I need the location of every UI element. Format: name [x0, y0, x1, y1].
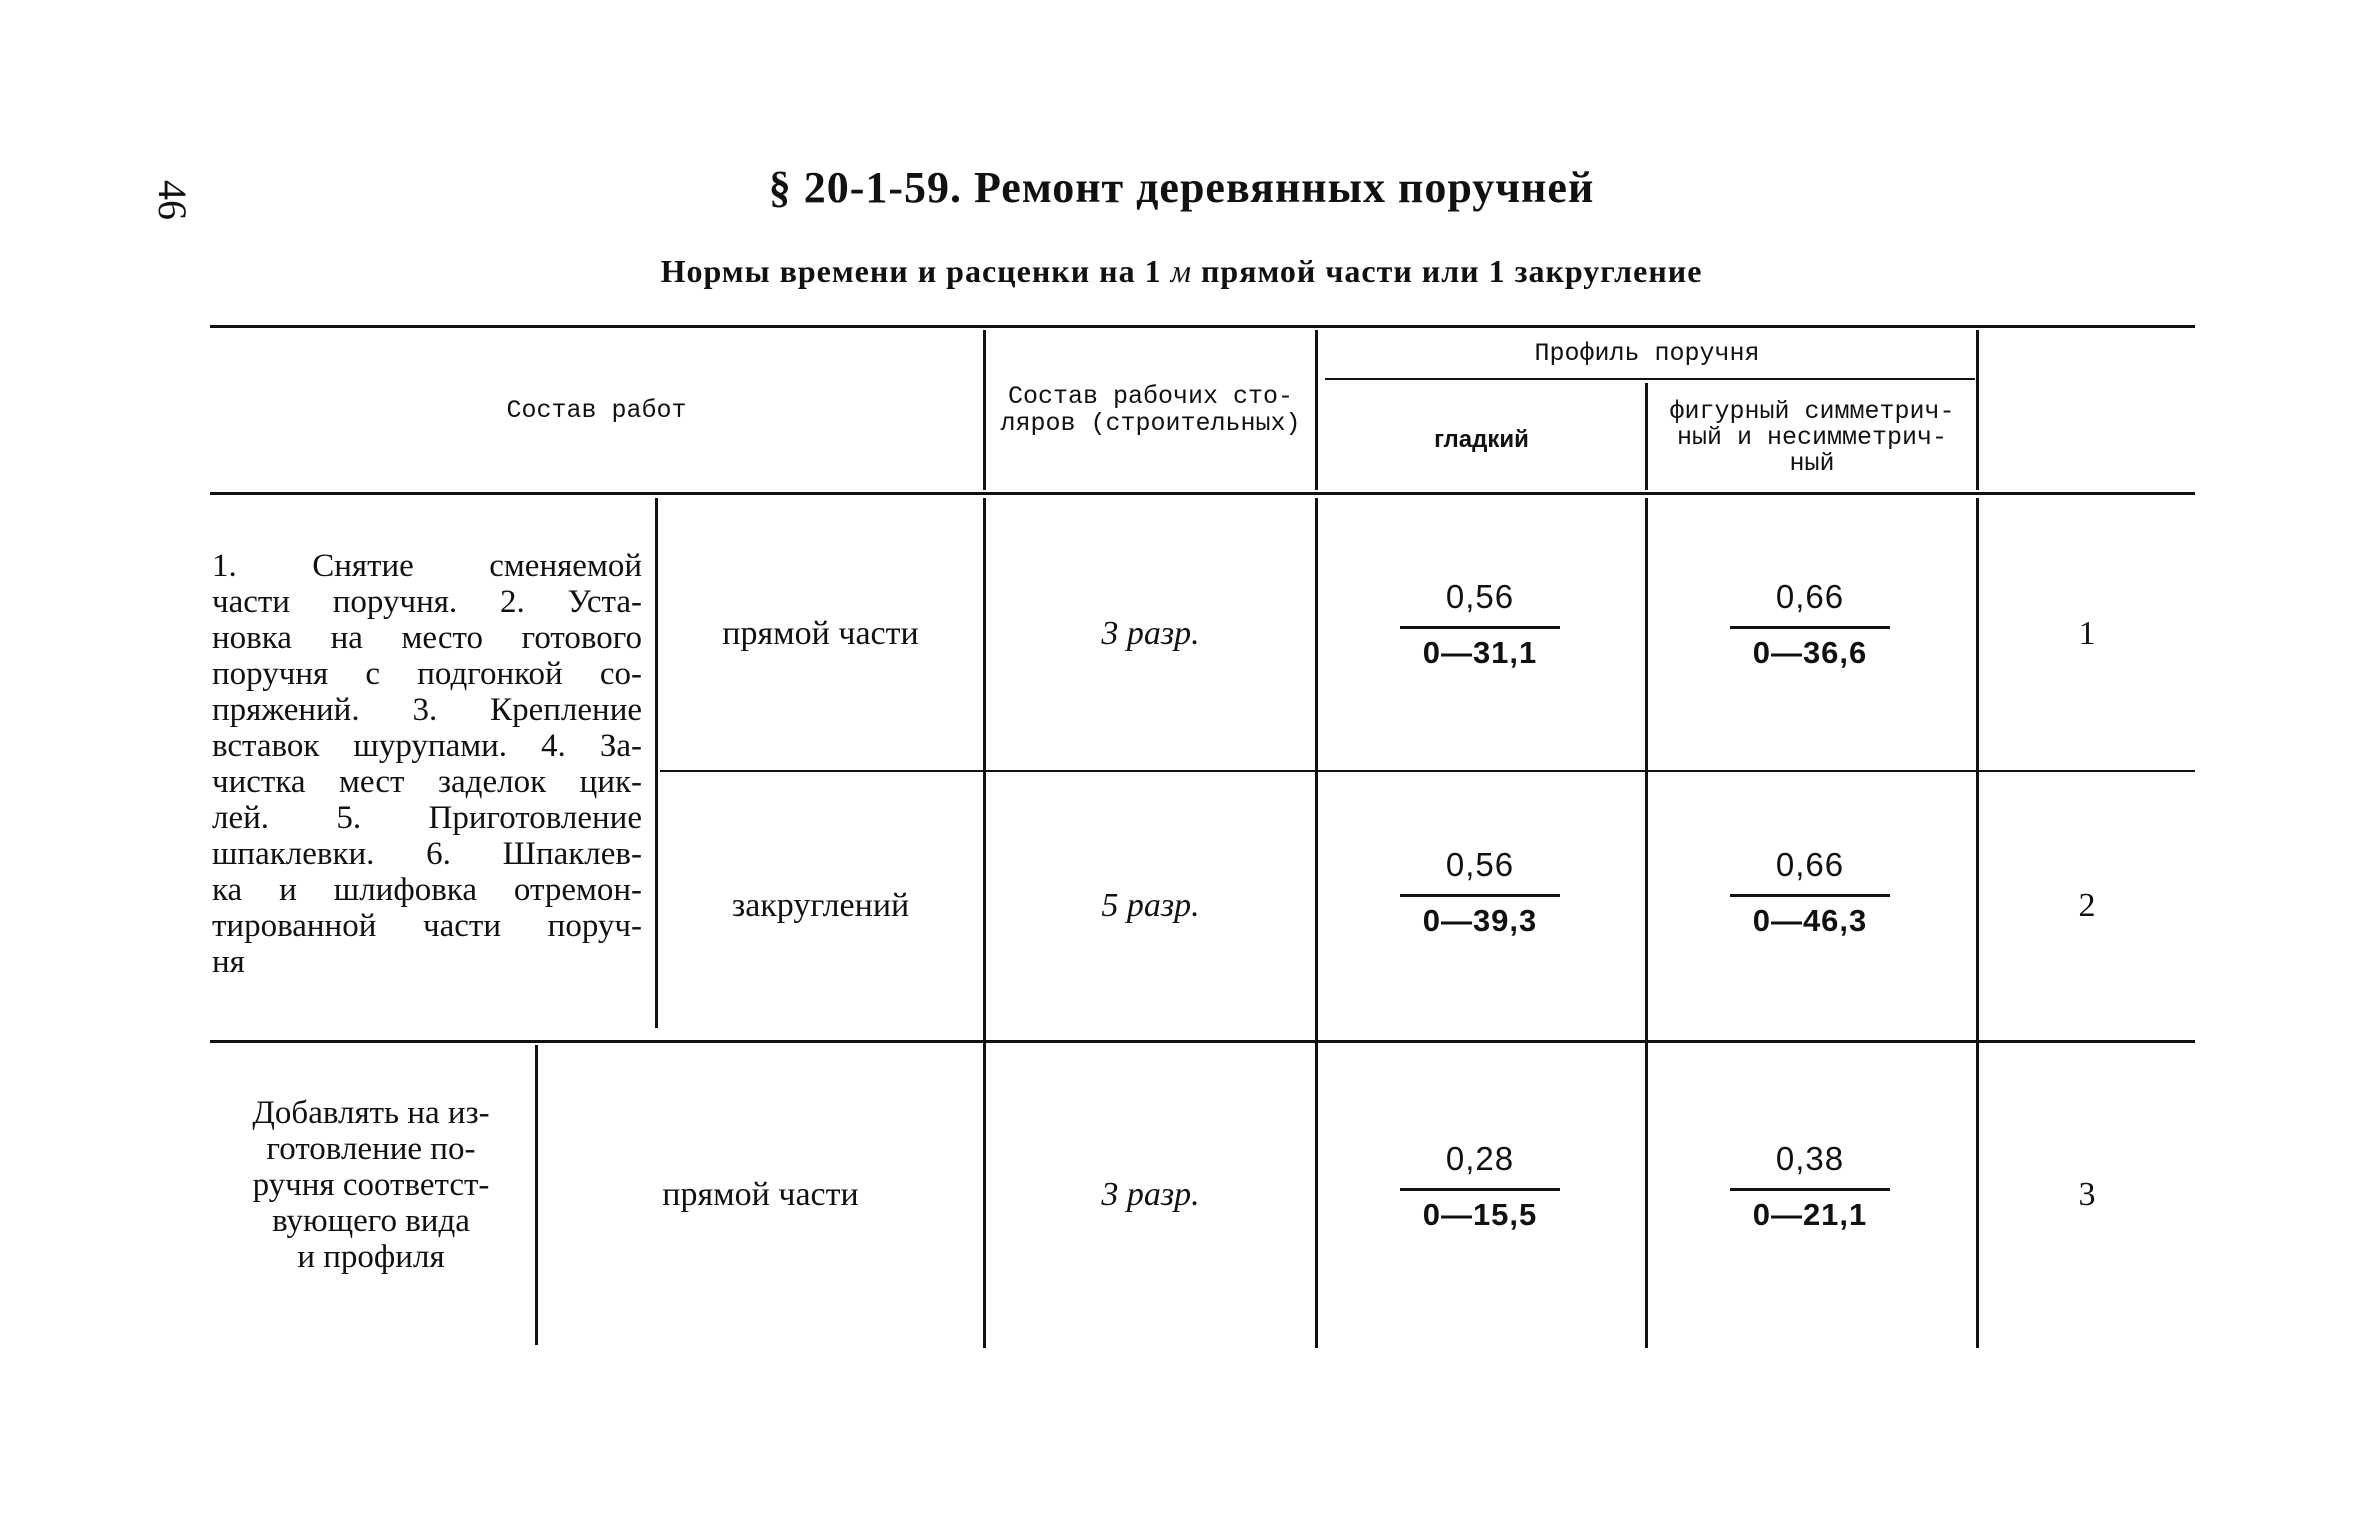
desc-line: пряжений. 3. Крепление	[212, 692, 642, 728]
subtitle-unit: м	[1170, 253, 1192, 289]
fraction-bar	[1730, 894, 1890, 897]
row3-smooth-price: 0—15,5	[1422, 1197, 1538, 1232]
row1-figured-norm: 0,66	[1775, 578, 1845, 615]
fraction-bar	[1400, 894, 1560, 897]
col-line-figured-right	[1976, 330, 1979, 490]
header-profile: Профиль поручня	[1534, 338, 1760, 368]
row2-number: 2	[2078, 886, 2096, 924]
row3-figured-norm: 0,38	[1775, 1140, 1845, 1177]
header-workers-line1: Состав рабочих сто-	[1007, 382, 1294, 411]
row3-smooth-norm: 0,28	[1445, 1140, 1515, 1177]
row2-smooth-price: 0—39,3	[1422, 903, 1538, 938]
header-smooth: гладкий	[1434, 426, 1529, 453]
row3-smooth-fraction	[1400, 1140, 1560, 1233]
header-workers-line2: ляров (строительных)	[1000, 409, 1301, 438]
row3-grade: 3 разр.	[1101, 1176, 1200, 1213]
row2-smooth-fraction	[1400, 846, 1560, 939]
row1-kind: прямой части	[722, 615, 919, 652]
row2-grade: 5 разр.	[1101, 886, 1200, 924]
desc-line: шпаклевки. 6. Шпаклев-	[212, 836, 642, 872]
row3-figured-fraction	[1730, 1140, 1890, 1233]
row1-figured-fraction	[1730, 578, 1890, 671]
fraction-bar	[1730, 626, 1890, 629]
header-figured-line2: ный и несимметрич-	[1676, 423, 1948, 452]
row3-number: 3	[2078, 1176, 2096, 1213]
row3-figured-price: 0—21,1	[1752, 1197, 1868, 1232]
desc-line: вставок шурупами. 4. За-	[212, 728, 642, 764]
desc-line: поручня с подгонкой со-	[212, 656, 642, 692]
desc-line: вующего вида	[272, 1203, 470, 1239]
header-figured-line3: ный	[1789, 449, 1835, 478]
page-number: 46	[150, 180, 196, 220]
desc-line: ня	[212, 944, 245, 980]
desc-line: чистка мест заделок цик-	[212, 764, 642, 800]
row1-smooth-norm: 0,56	[1445, 578, 1515, 615]
col-line-profile-left-body	[1315, 498, 1318, 1348]
desc-line: ка и шлифовка отремон-	[212, 872, 642, 908]
row2-figured-price: 0—46,3	[1752, 903, 1868, 938]
subtitle-part1: Нормы времени и расценки на 1	[660, 253, 1162, 289]
profile-header-rule	[1325, 378, 1975, 380]
row-divider-rule	[660, 770, 2195, 772]
section2-description	[210, 1085, 532, 1285]
fraction-bar	[1400, 1188, 1560, 1191]
desc-line: новка на место готового	[212, 620, 642, 656]
row2-figured-norm: 0,66	[1775, 846, 1845, 883]
section1-description	[212, 548, 642, 980]
subtitle-part2: прямой части или 1 закругление	[1200, 253, 1703, 289]
table-top-rule	[210, 325, 2195, 328]
row1-smooth-fraction	[1400, 578, 1560, 671]
row1-number: 1	[2078, 615, 2096, 652]
desc-line: Добавлять на из-	[252, 1095, 490, 1131]
header-workers	[986, 330, 1315, 490]
fraction-bar	[1400, 626, 1560, 629]
desc-line: лей. 5. Приготовление	[212, 800, 642, 836]
col-line-smooth-right-body	[1645, 498, 1648, 1348]
row1-grade: 3 разр.	[1101, 615, 1200, 652]
row2-figured-fraction	[1730, 846, 1890, 939]
section-title: § 20-1-59. Ремонт деревянных поручней	[768, 163, 1595, 212]
table-subtitle	[0, 253, 2363, 290]
desc-line: 1. Снятие сменяемой	[212, 548, 642, 584]
desc-line: части поручня. 2. Уста-	[212, 584, 642, 620]
section-divider-rule	[210, 1040, 2195, 1043]
desc-line: готовление по-	[266, 1131, 476, 1167]
row1-smooth-price: 0—31,1	[1422, 635, 1538, 670]
header-bottom-rule	[210, 492, 2195, 495]
header-figured	[1648, 388, 1976, 488]
desc-line: тированной части поруч-	[212, 908, 642, 944]
desc-line: ручня соответст-	[252, 1167, 490, 1203]
row1-figured-price: 0—36,6	[1752, 635, 1868, 670]
header-work-composition: Состав работ	[506, 395, 687, 425]
row2-kind: закруглений	[731, 886, 910, 924]
fraction-bar	[1730, 1188, 1890, 1191]
desc-line: и профиля	[297, 1239, 445, 1275]
header-figured-line1: фигурный симметрич-	[1669, 397, 1955, 426]
row3-kind: прямой части	[662, 1176, 859, 1213]
row2-smooth-norm: 0,56	[1445, 846, 1515, 883]
